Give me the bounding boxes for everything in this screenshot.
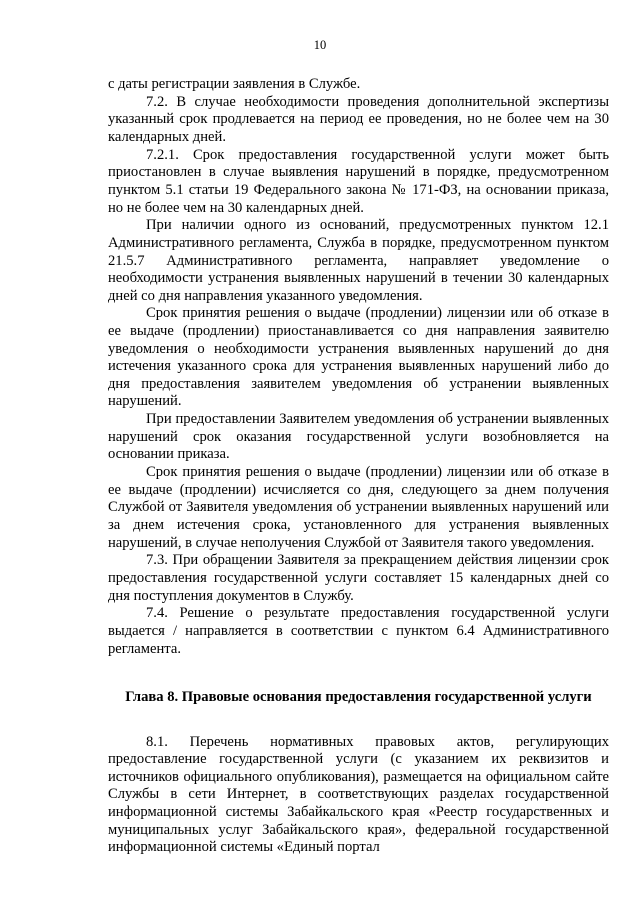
paragraph-7-4: 7.4. Решение о результате предоставления государственной услуги выдается / направляется в соответствии с пунктом 6.4 Административного регламента. [108,605,609,657]
paragraph-resumption: При предоставлении Заявителем уведомления об устранении выявленных нарушений срок оказания государственной услуги возобновляется на основании приказа. [108,411,609,463]
paragraph-suspension: Срок принятия решения о выдаче (продлении) лицензии или об отказе в ее выдаче (продлении) приостанавливается со дня направления заявителю уведомления о необходимости устранения выявленных нарушений до дня истечения указанного срока для устранения выявленных нарушений либо до дня предоставления заявителем уведомления об устранении выявленных нарушений. [108,305,609,410]
paragraph-grounds-notice: При наличии одного из оснований, предусмотренных пунктом 12.1 Административного регламента, Служба в порядке, предусмотренном пунктом 21.5.7 Административного регламента, направляет уведомление о необходимости устранения выявленных нарушений в течении 30 календарных дней со дня направления указанного уведомления. [108,217,609,304]
paragraph-8-1: 8.1. Перечень нормативных правовых актов, регулирующих предоставление государственной услуги (с указанием их реквизитов и источников официального опубликования), размещается на официальном сайте Службы в сети Интернет, в соответствующих разделах государственной информационной системы Забайкальского края «Реестр государственных и муниципальных услуг Забайкальского края», федеральной государственной информационной системы «Единый портал [108,733,609,856]
page-number: 10 [313,38,327,52]
paragraph-continuation: с даты регистрации заявления в Службе. [108,76,361,92]
paragraph-7-3: 7.3. При обращении Заявителя за прекращением действия лицензии срок предоставления государственной услуги составляет 15 календарных дней со дня поступления документов в Службу. [108,552,609,604]
paragraph-7-2: 7.2. В случае необходимости проведения дополнительной экспертизы указанный срок продлевается на период ее проведения, но не более чем на 30 календарных дней. [108,93,609,145]
paragraph-calculation: Срок принятия решения о выдаче (продлении) лицензии или об отказе в ее выдаче (продлении) исчисляется со дня, следующего за днем получения Службой от Заявителя уведомления об устранении выявленных нарушений или за днем истечения срока, установленного для устранения выявленных нарушений, в случае неполучения Службой от Заявителя такого уведомления. [108,464,609,551]
chapter-heading: Глава 8. Правовые основания предоставления государственной услуги [125,689,592,706]
paragraph-7-2-1: 7.2.1. Срок предоставления государственной услуги может быть приостановлен в случае выявления нарушений в порядке, предусмотренном пунктом 5.1 статьи 19 Федерального закона № 171-ФЗ, на основании приказа, но не более чем на 30 календарных дней. [108,146,609,216]
document-body [108,76,609,857]
